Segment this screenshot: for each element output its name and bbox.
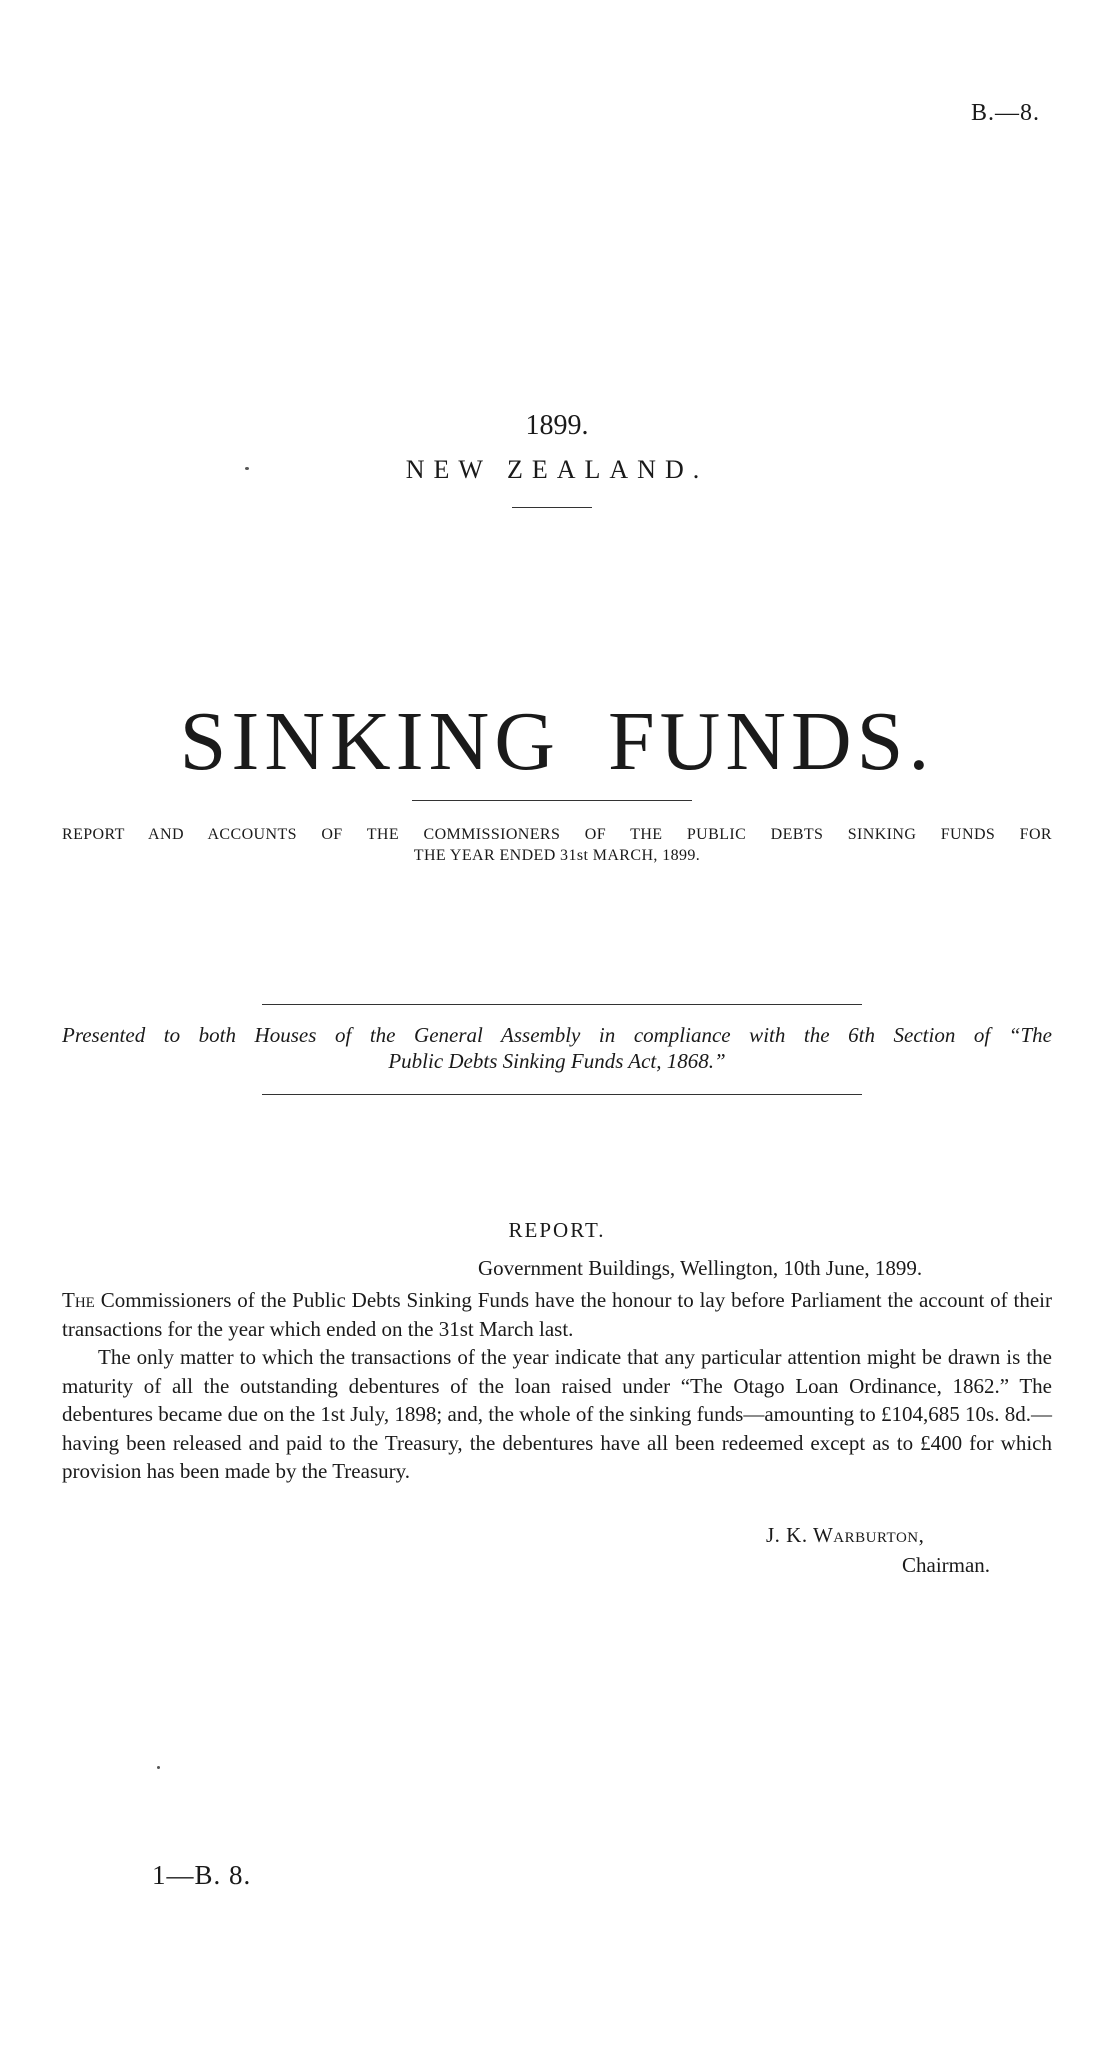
document-reference-bottom: 1—B. 8. bbox=[152, 1860, 252, 1890]
divider-rule-presented-bottom bbox=[262, 1094, 862, 1095]
report-heading: REPORT. bbox=[508, 1218, 606, 1242]
paragraph-1-text: Commissioners of the Public Debts Sinking Funds have the honour to lay before Parliament the account of their transactions for the year which ended on the 31st March last. bbox=[62, 1288, 1052, 1341]
divider-rule-presented-top bbox=[262, 1004, 862, 1005]
subtitle-line-2: THE YEAR ENDED 31st MARCH, 1899. bbox=[413, 847, 701, 864]
document-subtitle bbox=[62, 824, 1052, 866]
divider-rule-short bbox=[512, 507, 592, 508]
presented-line-1: Presented to both Houses of the General Assembly in compliance with the 6th Section of “The bbox=[62, 1023, 1052, 1047]
subtitle-line-1: REPORT AND ACCOUNTS OF THE COMMISSIONERS OF THE PUBLIC DEBTS SINKING FUNDS FOR bbox=[62, 826, 1052, 843]
report-paragraph-2: The only matter to which the transactions of the year indicate that any particular attention might be drawn is the maturity of all the outstanding debentures of the loan raised under “The Otago Loan Ordinance, 1862.” The debentures became due on the 1st July, 1898; and, the whole of the sinking funds—amounting to £104,685 10s. 8d.—having been released and paid to the Treasury, the debentures have all been redeemed except as to £400 for which provision has been made by the Treasury. bbox=[62, 1345, 1052, 1483]
title-word-sinking: SINKING bbox=[179, 695, 560, 788]
title-word-funds: FUNDS. bbox=[607, 695, 935, 788]
report-body bbox=[62, 1286, 1052, 1486]
signatory-title: Chairman. bbox=[902, 1553, 991, 1577]
report-paragraph-1 bbox=[62, 1286, 1052, 1343]
paragraph-lead-word: The bbox=[62, 1288, 95, 1312]
document-reference-top: B.—8. bbox=[970, 100, 1040, 126]
print-speck bbox=[157, 1766, 160, 1769]
divider-rule-title bbox=[412, 800, 692, 801]
document-title bbox=[0, 695, 1114, 788]
presented-statement bbox=[62, 1022, 1052, 1074]
publication-year: 1899. bbox=[525, 410, 589, 441]
report-address-date: Government Buildings, Wellington, 10th June, 1899. bbox=[478, 1256, 923, 1280]
country-heading: NEW ZEALAND. bbox=[405, 455, 709, 484]
print-speck bbox=[245, 467, 249, 470]
signatory-name: J. K. Warburton, bbox=[766, 1523, 925, 1547]
presented-line-2: Public Debts Sinking Funds Act, 1868.” bbox=[388, 1049, 726, 1073]
